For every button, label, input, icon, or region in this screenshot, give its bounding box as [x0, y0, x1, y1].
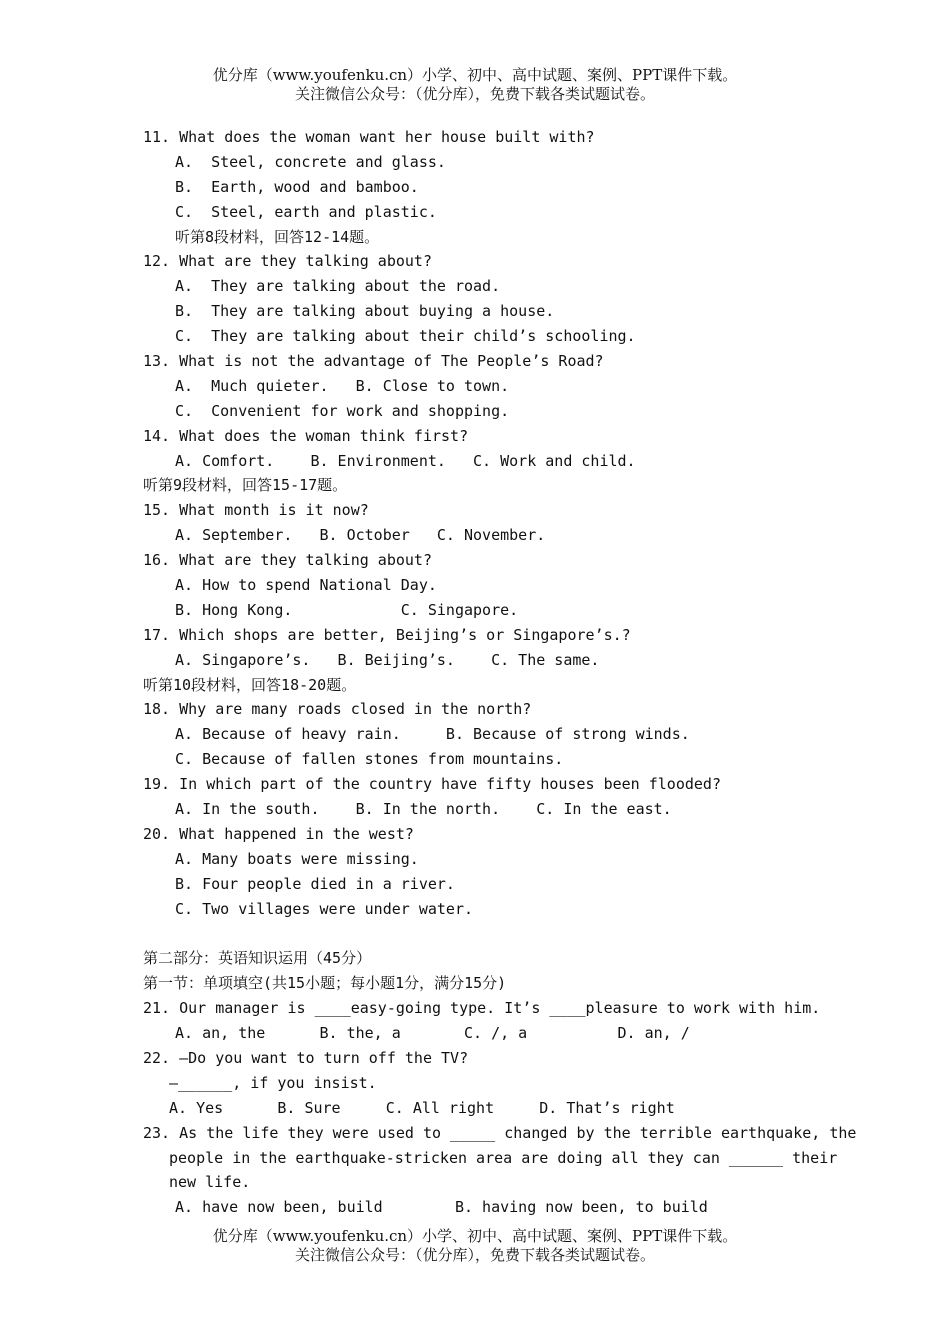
header-line-2: 关注微信公众号：（优分库），免费下载各类试题试卷。 — [294, 85, 655, 103]
question-20: 20. What happened in the west? — [143, 824, 414, 843]
question-18: 18. Why are many roads closed in the north? — [143, 700, 532, 719]
option-line: C. Convenient for work and shopping. — [175, 401, 510, 420]
option-line: A. Yes B. Sure C. All right D. That’s right — [169, 1098, 675, 1117]
header-line-1: 优分库（www.youfenku.cn）小学、初中、高中试题、案例、PPT课件下载。 — [212, 66, 738, 84]
option-line: B. Hong Kong. C. Singapore. — [175, 600, 519, 619]
question-13: 13. What is not the advantage of The People’s Road? — [143, 352, 604, 371]
option-line: C. Steel, earth and plastic. — [175, 202, 437, 221]
option-line: A. an, the B. the, a C. /, a D. an, / — [175, 1024, 690, 1043]
footer-line-1: 优分库（www.youfenku.cn）小学、初中、高中试题、案例、PPT课件下载。 — [212, 1227, 738, 1245]
page-footer — [0, 1227, 950, 1265]
option-line: A. Singapore’s. B. Beijing’s. C. The same. — [175, 650, 600, 669]
question-23-continued: new life. — [169, 1173, 251, 1192]
option-line: C. Two villages were under water. — [175, 899, 474, 918]
question-19: 19. In which part of the country have fifty houses been flooded? — [143, 775, 721, 794]
exam-content — [143, 125, 857, 1220]
section-one-heading: 第一节：单项填空(共15小题；每小题1分，满分15分) — [143, 974, 507, 993]
option-line: A. Steel, concrete and glass. — [175, 152, 446, 171]
question-16: 16. What are they talking about? — [143, 551, 432, 570]
section-instruction: 听第10段材料，回答18-20题。 — [143, 675, 357, 694]
question-17: 17. Which shops are better, Beijing’s or Singapore’s.? — [143, 625, 631, 644]
question-12: 12. What are they talking about? — [143, 252, 432, 271]
question-23: 23. As the life they were used to _____ changed by the terrible earthquake, the — [143, 1123, 857, 1142]
option-line: C. Because of fallen stones from mountains. — [175, 750, 564, 769]
option-line: A. They are talking about the road. — [175, 277, 501, 296]
option-line: B. Earth, wood and bamboo. — [175, 177, 419, 196]
option-line: A. have now been, build B. having now been, to build — [175, 1198, 708, 1217]
option-line: A. Because of heavy rain. B. Because of strong winds. — [175, 725, 690, 744]
dialogue-line: —______, if you insist. — [169, 1073, 377, 1092]
footer-line-2: 关注微信公众号：（优分库），免费下载各类试题试卷。 — [294, 1246, 655, 1264]
option-line: A. Many boats were missing. — [175, 849, 419, 868]
section-instruction: 听第8段材料，回答12-14题。 — [175, 227, 380, 246]
option-line: B. Four people died in a river. — [175, 874, 455, 893]
option-line: B. They are talking about buying a house. — [175, 302, 555, 321]
question-21: 21. Our manager is ____easy-going type. It’s ____pleasure to work with him. — [143, 999, 821, 1018]
option-line: C. They are talking about their child’s schooling. — [175, 327, 636, 346]
question-11: 11. What does the woman want her house built with? — [143, 128, 595, 146]
question-23-continued: people in the earthquake-stricken area are doing all they can ______ their — [169, 1148, 838, 1167]
question-15: 15. What month is it now? — [143, 501, 369, 520]
blank-line — [143, 922, 823, 947]
question-22: 22. —Do you want to turn off the TV? — [143, 1048, 469, 1067]
part-two-heading: 第二部分：英语知识运用（45分） — [143, 949, 372, 968]
section-instruction: 听第9段材料，回答15-17题。 — [143, 476, 348, 495]
option-line: A. Much quieter. B. Close to town. — [175, 376, 510, 395]
option-line: A. In the south. B. In the north. C. In the east. — [175, 800, 672, 819]
question-14: 14. What does the woman think first? — [143, 426, 469, 445]
option-line: A. How to spend National Day. — [175, 576, 437, 595]
option-line: A. September. B. October C. November. — [175, 526, 546, 545]
option-line: A. Comfort. B. Environment. C. Work and child. — [175, 451, 636, 470]
page-header — [0, 66, 950, 104]
